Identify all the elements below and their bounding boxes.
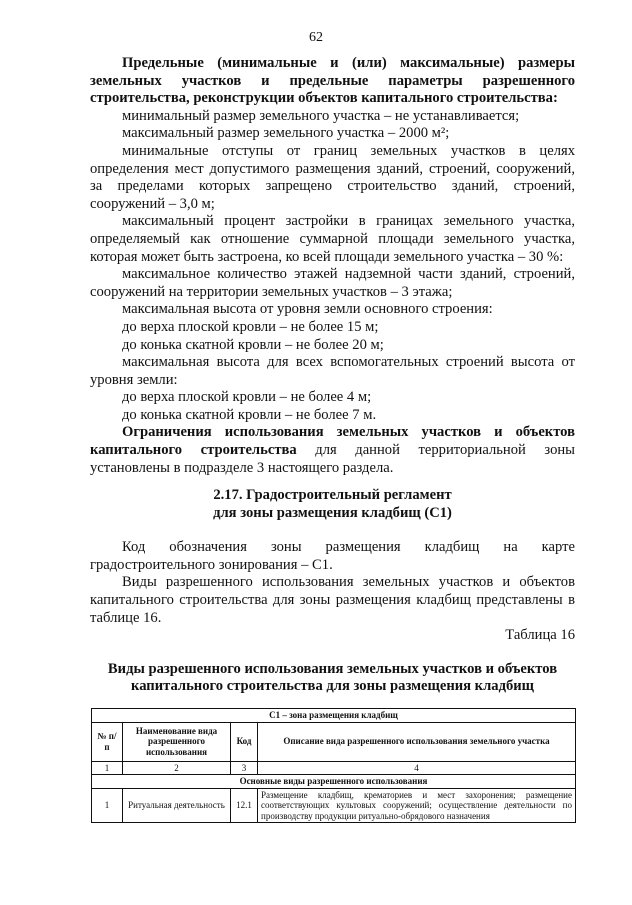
group-heading: Основные виды разрешенного использования [92, 775, 576, 789]
zone-header: С1 – зона размещения кладбищ [92, 709, 576, 723]
table-group-row [92, 775, 576, 789]
limit-item: максимальное количество этажей надземной части зданий, строений, сооружений на территории земельных участков – 3 этажа; [90, 266, 575, 300]
usage-types-paragraph: Виды разрешенного использования земельных участков и объектов капитального строительства для зоны размещения кладбищ представлены в таблице 16. [90, 574, 575, 626]
column-number: 4 [258, 761, 576, 775]
row-description: Размещение кладбищ, крематориев и мест захоронения; размещение соответствующих культовых сооружений; осуществление деятельности по производству продукции ритуально-обрядового назначения [258, 788, 576, 823]
limit-item: до верха плоской кровли – не более 15 м; [122, 318, 379, 335]
table-label: Таблица 16 [505, 627, 575, 644]
column-number: 3 [231, 761, 258, 775]
limit-item: до конька скатной кровли – не более 20 м; [122, 336, 384, 353]
section-regulation [90, 487, 575, 696]
table-title-line1: Виды разрешенного использования земельных участков и объектов [107, 660, 558, 677]
row-number: 1 [92, 788, 123, 823]
section-title-line1: 2.17. Градостроительный регламент [213, 487, 452, 503]
header-code: Код [231, 722, 258, 761]
limit-item: минимальный размер земельного участка – не устанавливается; [122, 107, 520, 124]
table-zone-header-row [92, 709, 576, 723]
header-description: Описание вида разрешенного использования земельного участка [258, 722, 576, 761]
restrictions-paragraph [90, 424, 575, 477]
table-numbering-row [92, 761, 576, 775]
limit-item: до верха плоской кровли – не более 4 м; [122, 389, 372, 406]
column-number: 1 [92, 761, 123, 775]
page-number: 62 [309, 30, 323, 45]
header-number: № п/п [92, 722, 123, 761]
limit-item: минимальные отступы от границ земельных участков в целях определения мест допустимого размещения зданий, строений, сооружений, за пределами которых запрещено строительство зданий, строений, сооружений – 3,0 м; [90, 142, 575, 212]
zone-code-paragraph: Код обозначения зоны размещения кладбищ на карте градостроительного зонирования – С1. [90, 539, 575, 573]
row-code: 12.1 [231, 788, 258, 823]
restrictions-rest: для данной территориальной зоны установлены в подразделе 3 настоящего раздела. [90, 442, 575, 476]
table-title-line2: капитального строительства для зоны размещения кладбищ [131, 678, 534, 695]
restrictions-bold: Ограничения использования земельных участков и объектов капитального строительства [90, 424, 575, 459]
limits-section [90, 55, 575, 477]
row-usage-name: Ритуальная деятельность [123, 788, 231, 823]
table-header-row [92, 722, 576, 761]
limit-item: максимальная высота от уровня земли основного строения: [122, 301, 493, 318]
header-name: Наименование вида разрешенного использования [123, 722, 231, 761]
limits-heading: Предельные (минимальные и (или) максимальные) размеры земельных участков и предельные параметры разрешенного строительства, реконструкции объектов капитального строительства: [90, 55, 575, 107]
limit-item: максимальный процент застройки в границах земельного участка, определяемый как отношение суммарной площади земельного участка, которая может быть застроена, ко всей площади земельного участка – 30 %: [90, 213, 575, 265]
limit-item: до конька скатной кровли – не более 7 м. [122, 406, 377, 423]
column-number: 2 [123, 761, 231, 775]
table-row [92, 788, 576, 823]
usage-table [91, 708, 576, 823]
limit-item: максимальный размер земельного участка – 2000 м²; [122, 125, 450, 142]
limit-item: максимальная высота для всех вспомогательных строений высота от уровня земли: [90, 354, 575, 388]
section-title-line2: для зоны размещения кладбищ (С1) [213, 504, 452, 521]
